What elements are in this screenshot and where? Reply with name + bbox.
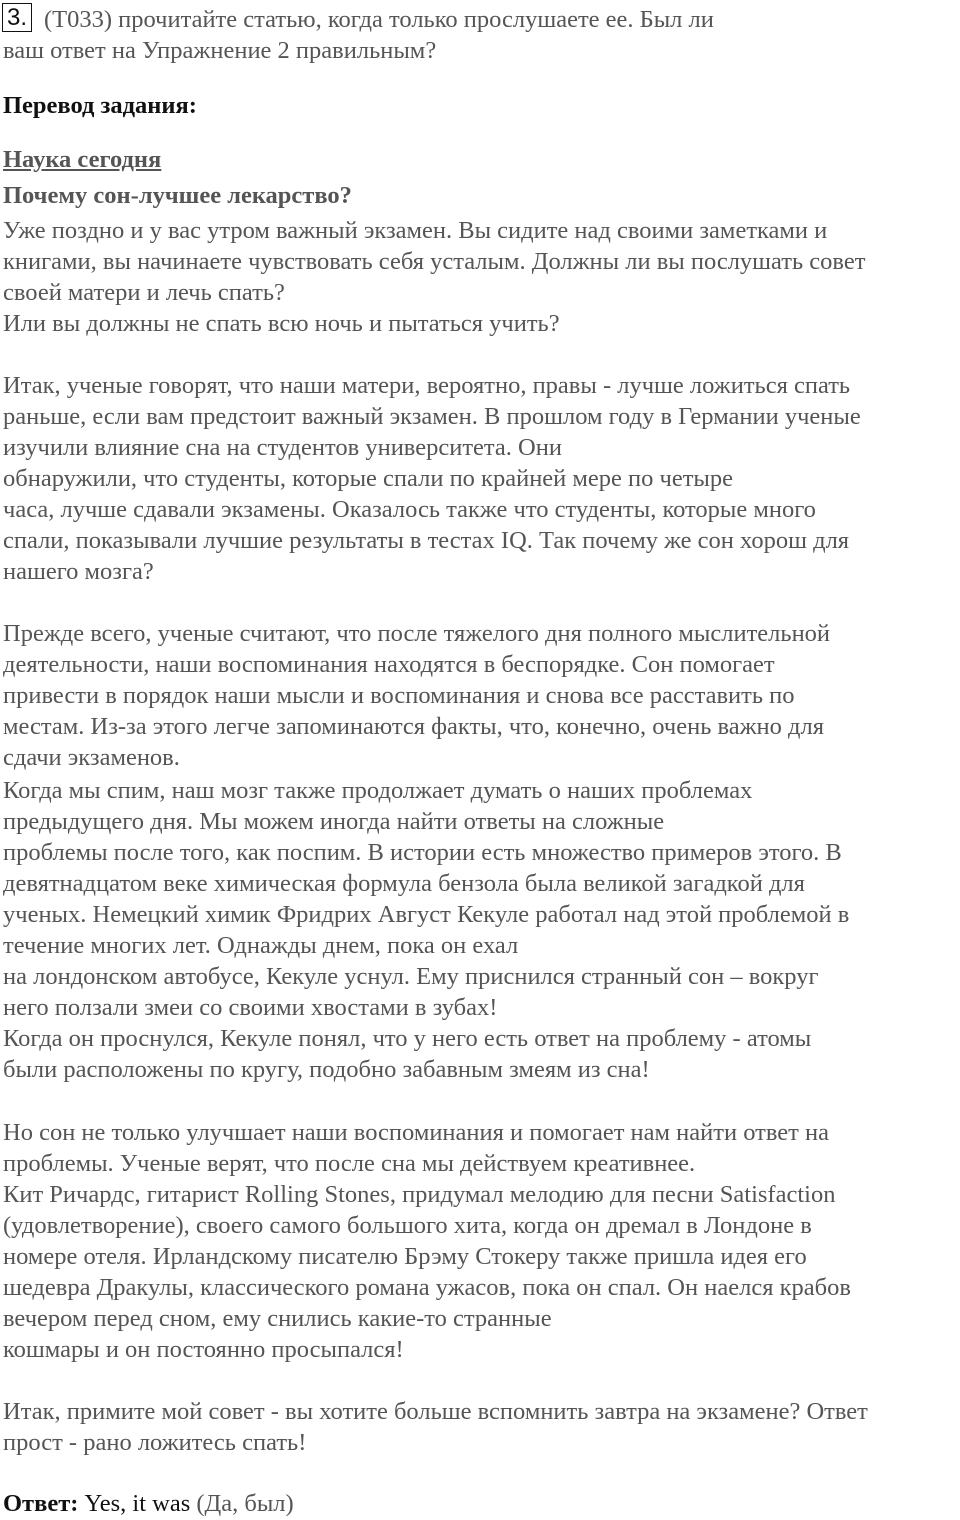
paragraph-line: Кит Ричардс, гитарист Rolling Stones, придумал мелодию для песни Satisfaction [3, 1181, 836, 1208]
paragraph-line: проблемы. Ученые верят, что после сна мы действуем креативнее. [3, 1150, 696, 1177]
paragraph-line: кошмары и он постоянно просыпался! [3, 1336, 404, 1363]
paragraph-line: спали, показывали лучшие результаты в тестах IQ. Так почему же сон хорош для [3, 527, 850, 554]
task-line: (T033) прочитайте статью, когда только прослушаете ее. Был ли [44, 6, 714, 33]
paragraph-line: ученых. Немецкий химик Фридрих Август Кекуле работал над этой проблемой в [3, 901, 850, 928]
paragraph-line: Прежде всего, ученые считают, что после тяжелого дня полного мыслительной [3, 620, 831, 647]
answer-value: Yes, it was [84, 1490, 191, 1517]
paragraph-line: предыдущего дня. Мы можем иногда найти ответы на сложные [3, 808, 665, 835]
task-line: ваш ответ на Упражнение 2 правильным? [3, 37, 437, 64]
paragraph-line: Или вы должны не спать всю ночь и пытаться учить? [3, 310, 560, 337]
paragraph-line: (удовлетворение), своего самого большого хита, когда он дремал в Лондоне в [3, 1212, 812, 1239]
answer-translation: (Да, был) [196, 1490, 294, 1517]
paragraph-line: часа, лучше сдавали экзамены. Оказалось также что студенты, которые много [3, 496, 816, 523]
paragraph-line: девятнадцатом веке химическая формула бензола была великой загадкой для [3, 870, 805, 897]
paragraph-line: Уже поздно и у вас утром важный экзамен. Вы сидите над своими заметками и [3, 217, 828, 244]
paragraph-line: прост - рано ложитесь спать! [3, 1429, 307, 1456]
paragraph-line: своей матери и лечь спать? [3, 279, 285, 306]
answer-line [3, 1488, 294, 1519]
paragraph-line: нашего мозга? [3, 558, 154, 585]
translation-heading: Перевод задания: [3, 92, 197, 119]
paragraph-line: привести в порядок наши мысли и воспоминания и снова все расставить по [3, 682, 795, 709]
paragraph-line: книгами, вы начинаете чувствовать себя усталым. Должны ли вы послушать совет [3, 248, 866, 275]
paragraph-line: Но сон не только улучшает наши воспоминания и помогает нам найти ответ на [3, 1119, 829, 1146]
paragraph-line: деятельности, наши воспоминания находятся в беспорядке. Сон помогает [3, 651, 775, 678]
paragraph-line: сдачи экзаменов. [3, 744, 180, 771]
paragraph-line: раньше, если вам предстоит важный экзамен. В прошлом году в Германии ученые [3, 403, 861, 430]
paragraph-line: течение многих лет. Однажды днем, пока он ехал [3, 932, 519, 959]
paragraph-line: него ползали змеи со своими хвостами в зубах! [3, 994, 498, 1021]
paragraph-line: были расположены по кругу, подобно забавным змеям из сна! [3, 1056, 650, 1083]
paragraph-line: проблемы после того, как поспим. В истории есть множество примеров этого. В [3, 839, 842, 866]
paragraph-line: обнаружили, что студенты, которые спали по крайней мере по четыре [3, 465, 734, 492]
section-heading: Наука сегодня [3, 146, 162, 173]
paragraph-line: Итак, примите мой совет - вы хотите больше вспомнить завтра на экзамене? Ответ [3, 1398, 868, 1425]
article-title: Почему сон-лучшее лекарство? [3, 182, 352, 209]
paragraph-line: Когда мы спим, наш мозг также продолжает думать о наших проблемах [3, 777, 753, 804]
paragraph-line: вечером перед сном, ему снились какие-то странные [3, 1305, 552, 1332]
paragraph-line: на лондонском автобусе, Кекуле уснул. Ему приснился странный сон – вокруг [3, 963, 819, 990]
paragraph-line: местам. Из-за этого легче запоминаются факты, что, конечно, очень важно для [3, 713, 825, 740]
paragraph-line: Когда он проснулся, Кекуле понял, что у него есть ответ на проблему - атомы [3, 1025, 812, 1052]
task-number: 3. [2, 3, 32, 32]
answer-label: Ответ: [3, 1490, 79, 1517]
paragraph-line: шедевра Дракулы, классического романа ужасов, пока он спал. Он наелся крабов [3, 1274, 851, 1301]
paragraph-line: Итак, ученые говорят, что наши матери, вероятно, правы - лучше ложиться спать [3, 372, 851, 399]
paragraph-line: номере отеля. Ирландскому писателю Брэму Стокеру также пришла идея его [3, 1243, 807, 1270]
paragraph-line: изучили влияние сна на студентов университета. Они [3, 434, 562, 461]
